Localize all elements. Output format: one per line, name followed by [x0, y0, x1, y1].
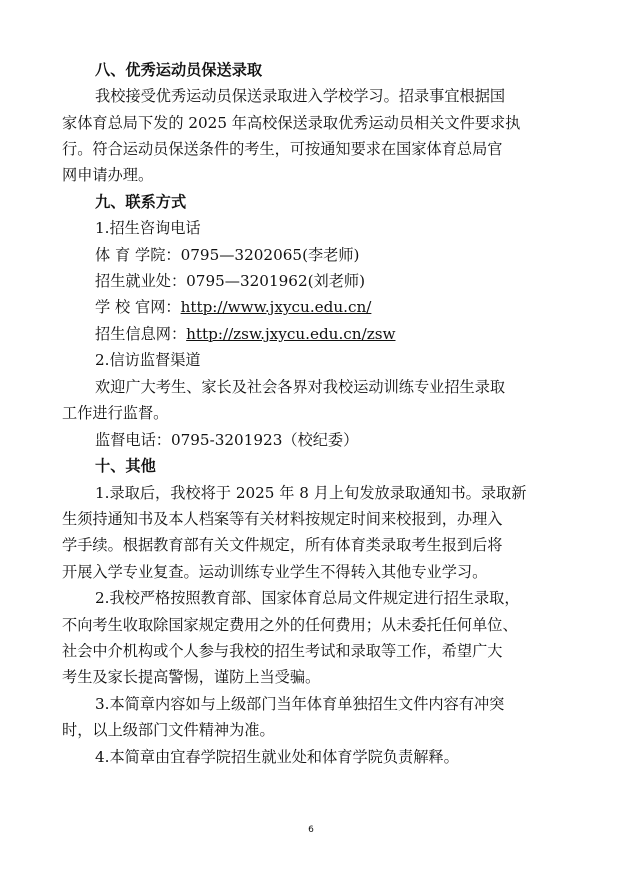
- s9-sub-2: 2.信访监督渠道: [95, 351, 201, 369]
- s9-line-2: 工作进行监督。: [62, 404, 169, 422]
- supervise-label: 监督电话：: [95, 431, 171, 449]
- s10-p2-line-4: 考生及家长提高警惕，谨防上当受骗。: [62, 668, 321, 686]
- s10-p3-line-1: 3.本简章内容如与上级部门当年体育单独招生文件内容有冲突: [95, 695, 505, 713]
- website-label-2: 招生信息网：: [95, 325, 187, 343]
- s10-p3-line-2: 时，以上级部门文件精神为准。: [62, 721, 275, 739]
- supervise-phone: 0795-3201923（校纪委）: [170, 431, 359, 449]
- section-8-title: 八、优秀运动员保送录取: [95, 61, 263, 79]
- s8-line-2: 家体育总局下发的 2025 年高校保送录取优秀运动员相关文件要求执: [62, 114, 521, 132]
- contact-row-1: [95, 245, 360, 265]
- contact-label-1: 体 育 学院：: [95, 246, 181, 264]
- website-row-1: [95, 297, 371, 317]
- website-label-1: 学 校 官网：: [95, 298, 181, 316]
- s10-p1-line-3: 学手续。根据教育部有关文件规定，所有体育类录取考生报到后将: [62, 536, 503, 554]
- supervise-row: [95, 430, 358, 450]
- contact-label-2: 招生就业处：: [95, 272, 187, 290]
- s8-line-3: 行。符合运动员保送条件的考生，可按通知要求在国家体育总局官: [62, 140, 503, 158]
- contact-phone-1: 0795—3202065(李老师): [180, 246, 360, 264]
- website-row-2: [95, 324, 396, 344]
- s8-line-1: 我校接受优秀运动员保送录取进入学校学习。招录事宜根据国: [95, 87, 506, 105]
- s10-p2-line-3: 社会中介机构或个人参与我校的招生考试和录取等工作，希望广大: [62, 642, 503, 660]
- contact-phone-2: 0795—3201962(刘老师): [186, 272, 366, 290]
- s8-line-4: 网申请办理。: [62, 166, 154, 184]
- s9-sub-1: 1.招生咨询电话: [95, 219, 201, 237]
- s10-p2-line-1: 2.我校严格按照教育部、国家体育总局文件规定进行招生录取，: [95, 589, 520, 607]
- section-10-title: 十、其他: [95, 457, 156, 475]
- contact-row-2: [95, 271, 365, 291]
- s10-p4-line-1: 4.本简章由宜春学院招生就业处和体育学院负责解释。: [95, 748, 459, 766]
- s10-p2-line-2: 不向考生收取除国家规定费用之外的任何费用；从未委托任何单位、: [62, 616, 518, 634]
- s10-p1-line-2: 生须持通知书及本人档案等有关材料按规定时间来校报到，办理入: [62, 510, 503, 528]
- page-number: 6: [308, 825, 314, 835]
- s10-p1-line-4: 开展入学专业复查。运动训练专业学生不得转入其他专业学习。: [62, 563, 488, 581]
- s9-line-1: 欢迎广大考生、家长及社会各界对我校运动训练专业招生录取: [95, 378, 506, 396]
- school-website-link[interactable]: http://www.jxycu.edu.cn/: [180, 298, 372, 316]
- s10-p1-line-1: 1.录取后，我校将于 2025 年 8 月上旬发放录取通知书。录取新: [95, 484, 527, 502]
- section-9-title: 九、联系方式: [95, 193, 187, 211]
- admission-website-link[interactable]: http://zsw.jxycu.edu.cn/zsw: [186, 325, 396, 343]
